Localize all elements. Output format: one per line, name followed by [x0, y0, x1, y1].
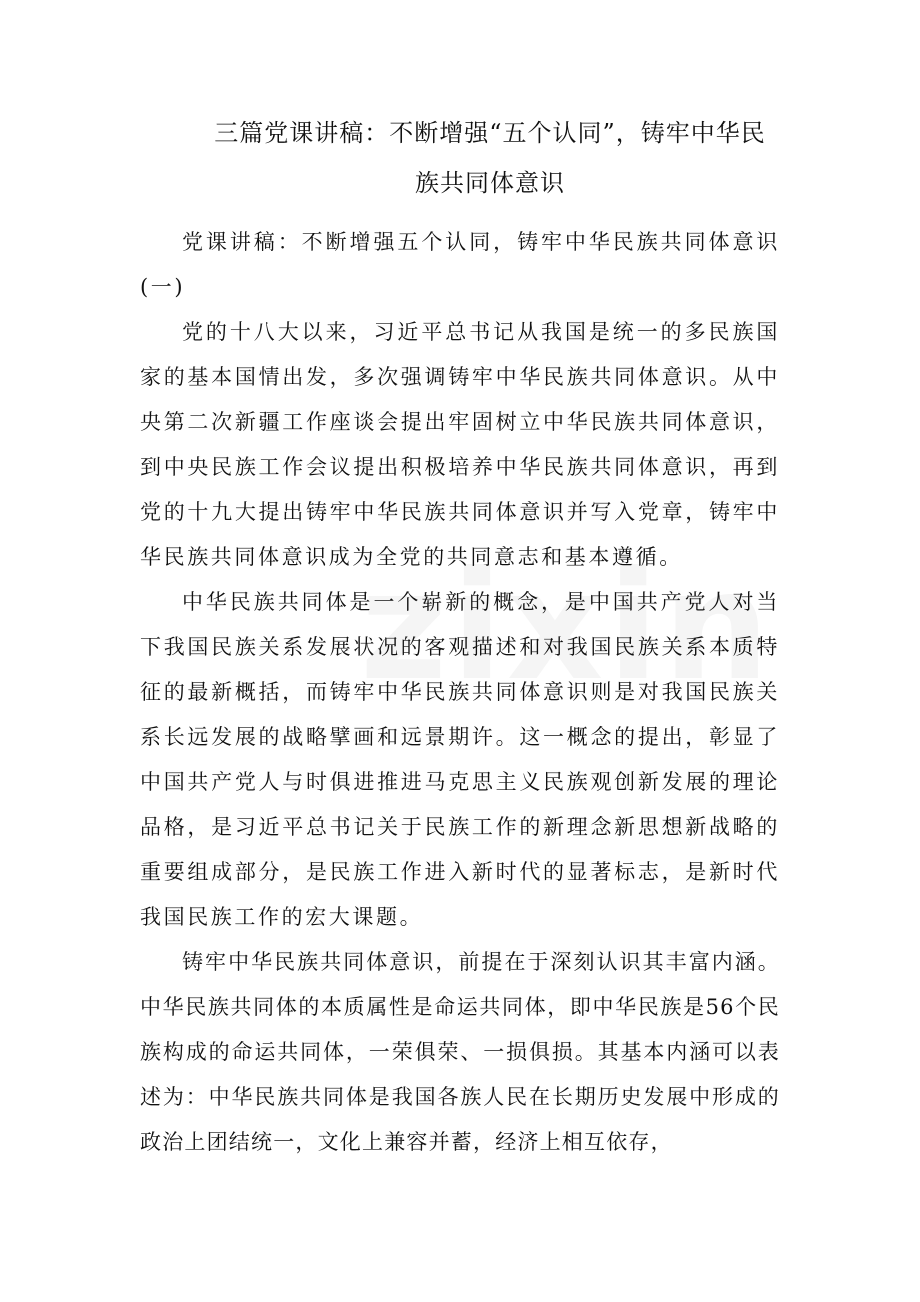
document-title: [140, 108, 840, 208]
title-line-2: 族共同体意识: [415, 169, 565, 197]
title-line-1: 三篇党课讲稿：不断增强“五个认同”，铸牢中华民: [214, 119, 766, 147]
subtitle-paragraph: 党课讲稿：不断增强五个认同，铸牢中华民族共同体意识(一): [140, 230, 780, 299]
document-body: [140, 220, 780, 1165]
body-paragraph-2: 中华民族共同体是一个崭新的概念，是中国共产党人对当下我国民族关系发展状况的客观描述和对我国民族关系本质特征的最新概括，而铸牢中华民族共同体意识则是对我国民族关系长远发展的战略擘画和远景期许。这一概念的提出，彰显了中国共产党人与时俱进推进马克思主义民族观创新发展的理论品格，是习近平总书记关于民族工作的新理念新思想新战略的重要组成部分，是民族工作进入新时代的显著标志，是新时代我国民族工作的宏大课题。: [140, 590, 780, 929]
body-paragraph-3: 铸牢中华民族共同体意识，前提在于深刻认识其丰富内涵。中华民族共同体的本质属性是命运共同体，即中华民族是56个民族构成的命运共同体，一荣俱荣、一损俱损。其基本内涵可以表述为：中华民族共同体是我国各族人民在长期历史发展中形成的政治上团结统一，文化上兼容并蓄，经济上相互依存，: [140, 950, 780, 1154]
body-paragraph-1: 党的十八大以来，习近平总书记从我国是统一的多民族国家的基本国情出发，多次强调铸牢中华民族共同体意识。从中央第二次新疆工作座谈会提出牢固树立中华民族共同体意识，到中央民族工作会议提出积极培养中华民族共同体意识，再到党的十九大提出铸牢中华民族共同体意识并写入党章，铸牢中华民族共同体意识成为全党的共同意志和基本遵循。: [140, 320, 780, 569]
